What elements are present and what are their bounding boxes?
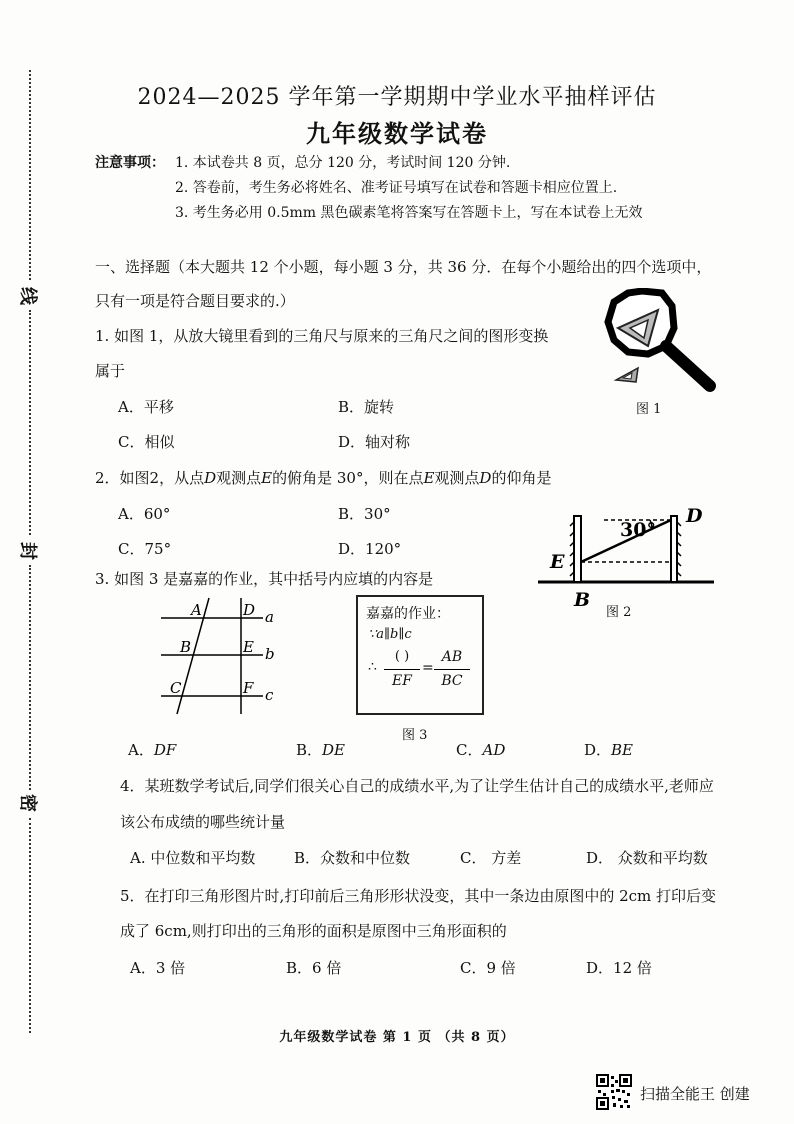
q4-option-b: B．众数和中位数 [294, 849, 411, 867]
margin-label-xian: 线 [17, 287, 38, 305]
scanner-watermark: 扫描全能王 创建 [640, 1085, 750, 1103]
label-d-upper: D [243, 601, 256, 619]
parallel-lines-figure [155, 596, 285, 718]
binding-dotted-line [29, 818, 31, 1033]
q2-option-b: B．30° [338, 505, 391, 523]
figure-3-caption: 图 3 [402, 728, 428, 743]
angle-label: 30° [620, 519, 656, 541]
q1-option-c: C．相似 [118, 433, 175, 451]
q4-option-c: C． 方差 [460, 849, 522, 867]
q1-stem: 1. 如图 1，从放大镜里看到的三角尺与原来的三角尺之间的图形变换 [95, 327, 549, 345]
exam-subtitle: 九年级数学试卷 [306, 119, 488, 148]
page-footer: 九年级数学试卷 第 1 页 （共 8 页） [279, 1030, 515, 1045]
q5-stem: 5．在打印三角形图片时,打印前后三角形形状没变，其中一条边由原图中的 2cm 打印后变 [120, 887, 717, 905]
line-label-c: c [265, 686, 274, 704]
q2-option-a: A．60° [118, 505, 171, 523]
q1-option-d: D．轴对称 [338, 433, 411, 451]
binding-dotted-line [29, 565, 31, 790]
notice-item-3: 3. 考生务必用 0.5mm 黑色碳素笔将答案写在答题卡上，写在本试卷上无效 [175, 205, 643, 221]
binding-dotted-line [29, 310, 31, 535]
q5-option-d: D．12 倍 [586, 959, 652, 977]
figure-1-caption: 图 1 [636, 402, 662, 417]
q5-option-c: C．9 倍 [460, 959, 516, 977]
magnifier-figure [600, 288, 722, 398]
homework-denominator-left: EF [392, 673, 412, 689]
label-b-upper: B [180, 638, 192, 656]
q1-option-a: A．平移 [118, 398, 174, 416]
point-label-d: D [686, 505, 703, 527]
point-label-e: E [550, 551, 565, 573]
q4-stem-cont: 该公布成绩的哪些统计量 [120, 813, 286, 831]
homework-equals: = [422, 660, 434, 676]
q3-option-a: A．DF [128, 741, 177, 759]
margin-label-feng: 封 [17, 542, 38, 560]
fraction-bar [434, 669, 470, 670]
homework-title: 嘉嘉的作业： [366, 606, 450, 622]
q5-option-a: A．3 倍 [130, 959, 186, 977]
notice-item-2: 2. 答卷前，考生务必将姓名、准考证号填写在试卷和答题卡相应位置上. [175, 180, 618, 196]
q1-stem-cont: 属于 [95, 362, 126, 380]
elevation-angle-figure [538, 500, 718, 610]
line-label-b: b [265, 645, 275, 663]
homework-blank: ( ) [394, 649, 410, 664]
q2-option-d: D．120° [338, 540, 402, 558]
label-f-upper: F [243, 679, 254, 697]
q4-option-d: D． 众数和平均数 [586, 849, 708, 867]
qr-code-icon [596, 1074, 632, 1110]
q1-option-b: B．旋转 [338, 398, 395, 416]
figure-2-caption: 图 2 [606, 605, 632, 620]
point-label-b: B [574, 589, 591, 610]
q3-option-b: B．DE [296, 741, 346, 759]
homework-given: ∵a∥b∥c [368, 627, 412, 642]
q2-option-c: C．75° [118, 540, 172, 558]
q5-stem-cont: 成了 6cm,则打印出的三角形的面积是原图中三角形面积的 [120, 922, 507, 940]
homework-numerator-right: AB [441, 649, 463, 665]
q5-option-b: B．6 倍 [286, 959, 342, 977]
q3-option-d: D．BE [584, 741, 634, 759]
label-a-upper: A [191, 601, 202, 619]
section-1-heading-cont: 只有一项是符合题目要求的.） [95, 292, 295, 310]
margin-label-mi: 密 [17, 794, 38, 812]
q3-option-c: C．AD [456, 741, 506, 759]
fraction-bar [384, 669, 420, 670]
label-e-upper: E [243, 638, 254, 656]
notice-item-1: 1. 本试卷共 8 页，总分 120 分，考试时间 120 分钟. [175, 155, 511, 171]
q3-stem: 3. 如图 3 是嘉嘉的作业，其中括号内应填的内容是 [95, 570, 434, 588]
exam-title: 2024—2025 学年第一学期期中学业水平抽样评估 [137, 85, 657, 110]
notice-label: 注意事项： [95, 155, 165, 171]
q4-stem: 4．某班数学考试后,同学们很关心自己的成绩水平,为了让学生估计自己的成绩水平,老师应 [120, 777, 714, 795]
q2-stem: 2．如图2，从点D观测点E的俯角是 30°，则在点E观测点D的仰角是 [95, 469, 552, 487]
line-label-a: a [265, 608, 274, 626]
homework-therefore: ∴ [368, 659, 377, 675]
homework-denominator-right: BC [441, 673, 463, 689]
q4-option-a: A. 中位数和平均数 [130, 849, 256, 867]
section-1-heading: 一、选择题（本大题共 12 个小题，每小题 3 分，共 36 分．在每个小题给出的四个选项中， [95, 258, 712, 276]
label-c-upper: C [170, 679, 182, 697]
